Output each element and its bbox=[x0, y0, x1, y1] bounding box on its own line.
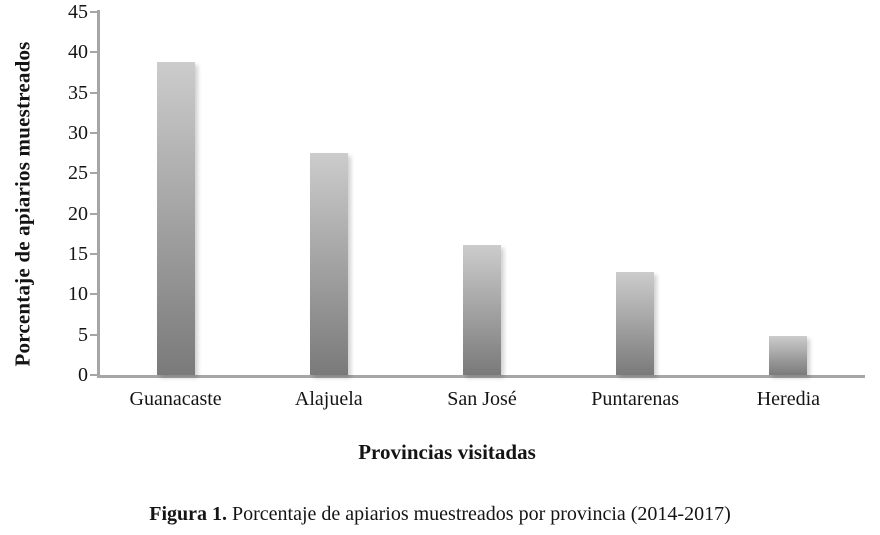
figure-caption-label: Figura 1. bbox=[149, 503, 228, 525]
y-tick-mark bbox=[90, 253, 98, 255]
y-tick-label: 35 bbox=[68, 81, 88, 104]
figure-caption bbox=[0, 503, 880, 526]
y-tick-mark bbox=[90, 334, 98, 336]
y-tick-mark bbox=[90, 11, 98, 13]
y-axis-title: Porcentaje de apiarios muestreados bbox=[10, 41, 35, 367]
y-tick-label: 25 bbox=[68, 162, 88, 185]
y-tick-label: 5 bbox=[78, 323, 88, 346]
bar-heredia bbox=[769, 336, 807, 375]
bar-alajuela bbox=[310, 153, 348, 375]
x-axis-line bbox=[97, 375, 865, 378]
category-label: Puntarenas bbox=[591, 388, 680, 410]
y-tick-mark bbox=[90, 293, 98, 295]
bar-guanacaste bbox=[157, 62, 195, 375]
y-tick-label: 30 bbox=[68, 122, 88, 144]
category-label: Heredia bbox=[756, 388, 821, 410]
figure-caption-text: Porcentaje de apiarios muestreados por provincia (2014-2017) bbox=[227, 503, 731, 525]
category-label: San José bbox=[447, 388, 517, 410]
y-tick-label: 40 bbox=[68, 41, 88, 64]
y-tick-mark bbox=[90, 213, 98, 215]
y-tick-label: 45 bbox=[68, 1, 88, 23]
y-tick-mark bbox=[90, 132, 98, 134]
y-tick-mark bbox=[90, 92, 98, 94]
bar-puntarenas bbox=[616, 272, 654, 375]
x-axis-title: Provincias visitadas bbox=[358, 440, 536, 464]
y-tick-label: 15 bbox=[68, 243, 88, 265]
y-tick-label: 10 bbox=[68, 283, 88, 306]
y-tick-label: 20 bbox=[68, 202, 88, 225]
category-label: Guanacaste bbox=[129, 388, 222, 410]
bar-san-josé bbox=[463, 245, 501, 375]
category-label: Alajuela bbox=[294, 388, 363, 410]
y-tick-mark bbox=[90, 374, 98, 376]
y-tick-mark bbox=[90, 51, 98, 53]
y-tick-mark bbox=[90, 172, 98, 174]
y-tick-label: 0 bbox=[78, 364, 88, 386]
y-axis-line bbox=[97, 10, 100, 378]
